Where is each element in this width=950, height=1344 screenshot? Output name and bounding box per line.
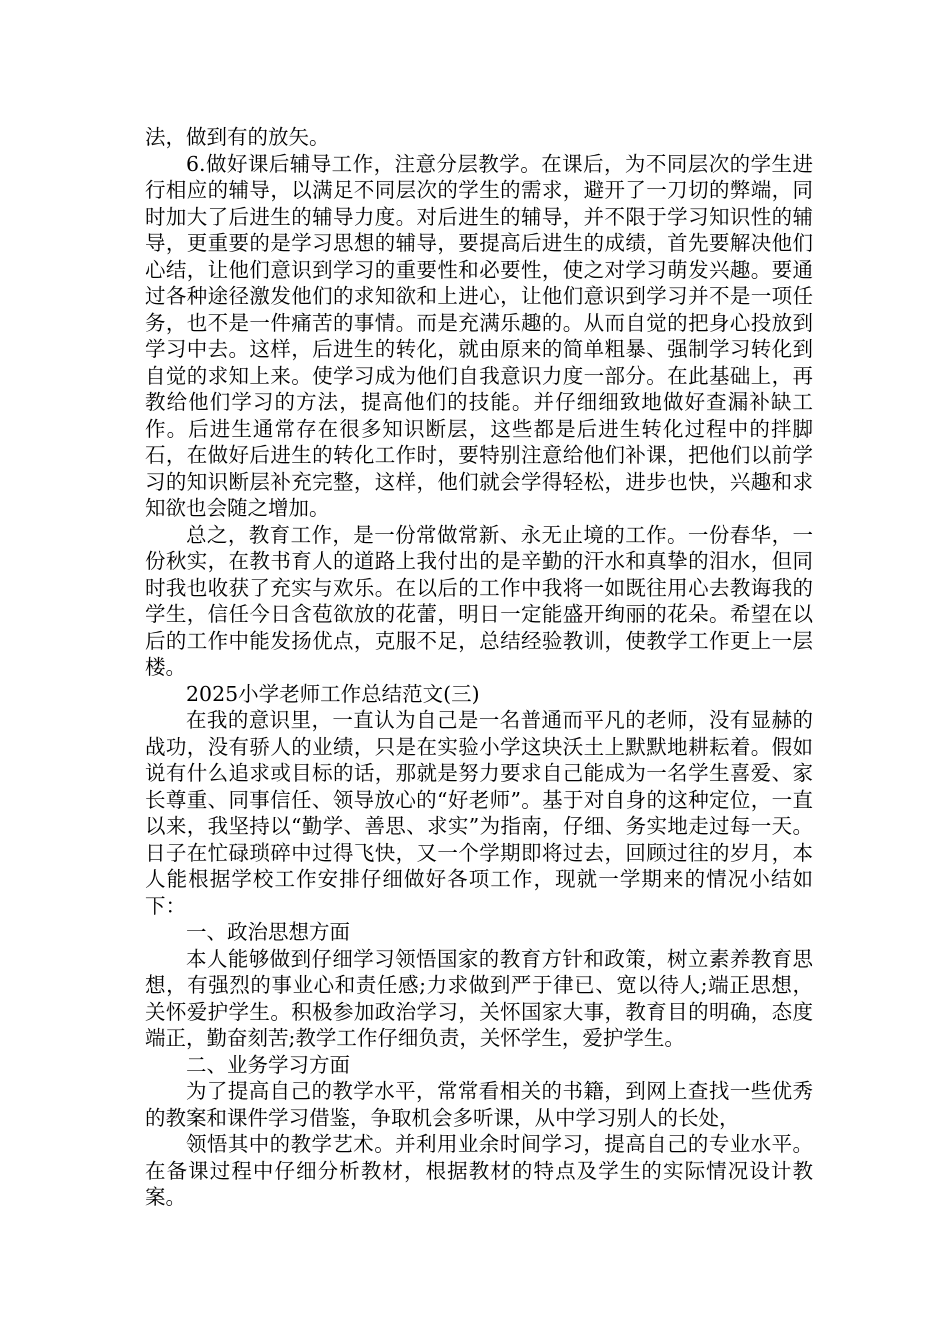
- heading-professional-study: 二、业务学习方面: [186, 1052, 350, 1077]
- paragraph-professional-study: 为了提高自己的教学水平，常常看相关的书籍，到网上查找一些优秀的教案和课件学习借鉴，争取机会多听课，从中学习别人的长处，: [145, 1079, 813, 1130]
- paragraph-political-thought: 本人能够做到仔细学习领悟国家的教育方针和政策，树立素养教育思想，有强烈的事业心和责任感;力求做到严于律已、宽以待人;端正思想，关怀爱护学生。积极参加政治学习，关怀国家大事，教育目的明确，态度端正，勤奋刻苦;教学工作仔细负责，关怀学生，爱护学生。: [145, 946, 813, 1050]
- paragraph-teaching-art: 领悟其中的教学艺术。并利用业余时间学习，提高自己的专业水平。在备课过程中仔细分析教材，根据教材的特点及学生的实际情况设计教案。: [145, 1132, 813, 1209]
- heading-political-thought: 一、政治思想方面: [186, 920, 350, 944]
- paragraph-continuation: 法，做到有的放矢。: [145, 125, 330, 149]
- paragraph-tutoring: 6.做好课后辅导工作，注意分层教学。在课后，为不同层次的学生进行相应的辅导，以满足不同层次的学生的需求，避开了一刀切的弊端，同时加大了后进生的辅导力度。对后进生的辅导，并不限于学习知识性的辅导，更重要的是学习思想的辅导，要提高后进生的成绩，首先要解决他们心结，让他们意识到学习的重要性和必要性，使之对学习萌发兴趣。要通过各种途径激发他们的求知欲和上进心，让他们意识到学习并不是一项任务，也不是一件痛苦的事情。而是充满乐趣的。从而自觉的把身心投放到学习中去。这样，后进生的转化，就由原来的简单粗暴、强制学习转化到自觉的求知上来。使学习成为他们自我意识力度一部分。在此基础上，再教给他们学习的方法，提高他们的技能。并仔细细致地做好查漏补缺工作。后进生通常存在很多知识断层，这些都是后进生转化过程中的拌脚石，在做好后进生的转化工作时，要特别注意给他们补课，把他们以前学习的知识断层补充完整，这样，他们就会学得轻松，进步也快，兴趣和求知欲也会随之增加。: [145, 151, 813, 520]
- document-page: [145, 124, 813, 1211]
- paragraph-introduction: 在我的意识里，一直认为自己是一名普通而平凡的老师，没有显赫的战功，没有骄人的业绩，只是在实验小学这块沃土上默默地耕耘着。假如说有什么追求或目标的话，那就是努力要求自己能成为一名学生喜爱、家长尊重、同事信任、领导放心的“好老师”。基于对自身的这种定位，一直以来，我坚持以“勤学、善思、求实”为指南，仔细、务实地走过每一天。日子在忙碌琐碎中过得飞快，又一个学期即将过去，回顾过往的岁月，本人能根据学校工作安排仔细做好各项工作，现就一学期来的情况小结如下：: [145, 708, 813, 918]
- paragraph-conclusion: 总之，教育工作，是一份常做常新、永无止境的工作。一份春华，一份秋实，在教书育人的道路上我付出的是辛勤的汗水和真挚的泪水，但同时我也收获了充实与欢乐。在以后的工作中我将一如既往用心去教诲我的学生，信任今日含苞欲放的花蕾，明日一定能盛开绚丽的花朵。希望在以后的工作中能发扬优点，克服不足，总结经验教训，使教学工作更上一层楼。: [145, 522, 813, 679]
- section-title: 2025小学老师工作总结范文(三): [186, 681, 480, 706]
